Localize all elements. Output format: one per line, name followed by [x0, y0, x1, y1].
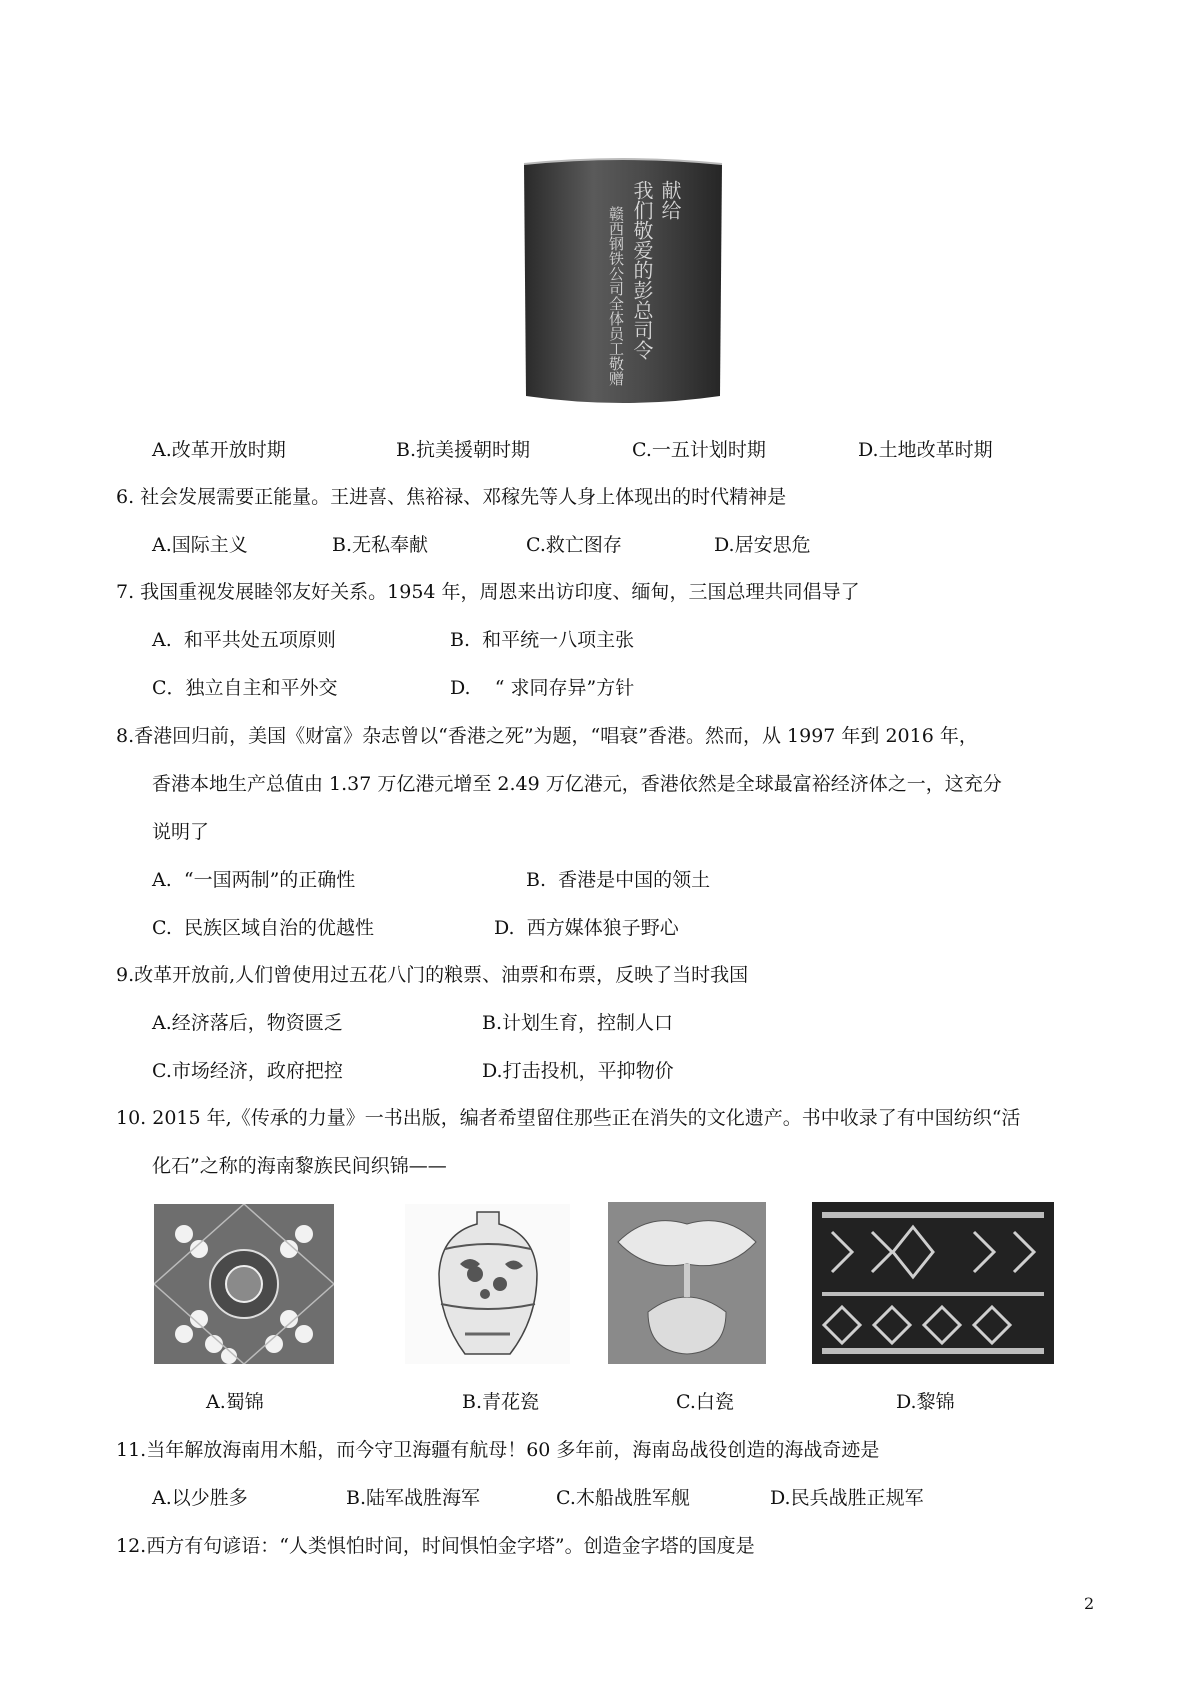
blue-white-porcelain-image	[405, 1204, 570, 1364]
q5-option-c: C.一五计划时期	[632, 439, 766, 461]
q7-option-c: C．独立自主和平外交	[152, 677, 338, 699]
q8-option-b: B. 香港是中国的领土	[526, 869, 711, 891]
q10-stem-line-1: 10. 2015 年,《传承的力量》一书出版，编者希望留住那些正在消失的文化遗产。书中收录了有中国纺织“活	[116, 1107, 1021, 1129]
q6-option-a: A.国际主义	[152, 534, 248, 556]
q11-option-d: D.民兵战胜正规军	[770, 1487, 924, 1509]
q10-option-c: C.白瓷	[676, 1391, 734, 1413]
q9-option-d: D.打击投机，平抑物价	[482, 1060, 674, 1082]
q6-stem: 6. 社会发展需要正能量。王进喜、焦裕禄、邓稼先等人身上体现出的时代精神是	[116, 486, 787, 508]
q11-option-b: B.陆军战胜海军	[346, 1487, 481, 1509]
q10-option-a: A.蜀锦	[206, 1391, 264, 1413]
q12-stem: 12.西方有句谚语：“人类惧怕时间，时间惧怕金字塔”。创造金字塔的国度是	[116, 1535, 755, 1557]
white-porcelain-image	[608, 1202, 766, 1364]
shu-brocade-image	[154, 1204, 334, 1364]
q6-option-d: D.居安思危	[714, 534, 811, 556]
q6-option-c: C.救亡图存	[526, 534, 622, 556]
q9-option-b: B.计划生育，控制人口	[482, 1012, 674, 1034]
inscription-line-2: 我们敬爱的彭总司令	[630, 180, 654, 360]
q7-option-b: B. 和平统一八项主张	[450, 629, 635, 651]
q8-stem-line-2: 香港本地生产总值由 1.37 万亿港元增至 2.49 万亿港元，香港依然是全球最富裕经济体之一，这充分	[152, 773, 1002, 795]
q7-option-a: A. 和平共处五项原则	[152, 629, 336, 651]
q8-stem-line-1: 8.香港回归前，美国《财富》杂志曾以“香港之死”为题，“唱衰”香港。然而，从 1997 年到 2016 年，	[116, 725, 978, 747]
q8-option-d: D. 西方媒体狼子野心	[494, 917, 679, 939]
q5-option-b: B.抗美援朝时期	[396, 439, 531, 461]
li-brocade-image	[812, 1202, 1054, 1364]
q9-option-c: C.市场经济，政府把控	[152, 1060, 343, 1082]
q5-option-a: A.改革开放时期	[152, 439, 286, 461]
q8-option-a: A. “一国两制”的正确性	[152, 869, 356, 891]
q11-option-c: C.木船战胜军舰	[556, 1487, 690, 1509]
q9-stem: 9.改革开放前,人们曾使用过五花八门的粮票、油票和布票，反映了当时我国	[116, 964, 749, 986]
inscription-line-1: 献给	[658, 180, 682, 220]
brush-pot-image	[520, 158, 726, 408]
inscription-line-3: 赣西钢铁公司全体员工敬赠	[607, 206, 625, 386]
q10-stem-line-2: 化石”之称的海南黎族民间织锦——	[152, 1155, 447, 1177]
q9-option-a: A.经济落后，物资匮乏	[152, 1012, 343, 1034]
q7-option-d: D. “ 求同存异”方针	[450, 677, 635, 699]
q8-option-c: C. 民族区域自治的优越性	[152, 917, 375, 939]
q11-option-a: A.以少胜多	[152, 1487, 248, 1509]
q7-stem: 7. 我国重视发展睦邻友好关系。1954 年，周恩来出访印度、缅甸，三国总理共同倡导了	[116, 581, 860, 603]
q8-stem-line-3: 说明了	[152, 821, 210, 843]
q11-stem: 11.当年解放海南用木船，而今守卫海疆有航母！60 多年前，海南岛战役创造的海战奇迹是	[116, 1439, 880, 1461]
q5-option-d: D.土地改革时期	[858, 439, 993, 461]
q10-option-d: D.黎锦	[896, 1391, 955, 1413]
page-number: 2	[1084, 1594, 1095, 1613]
q10-option-b: B.青花瓷	[462, 1391, 540, 1413]
q6-option-b: B.无私奉献	[332, 534, 429, 556]
